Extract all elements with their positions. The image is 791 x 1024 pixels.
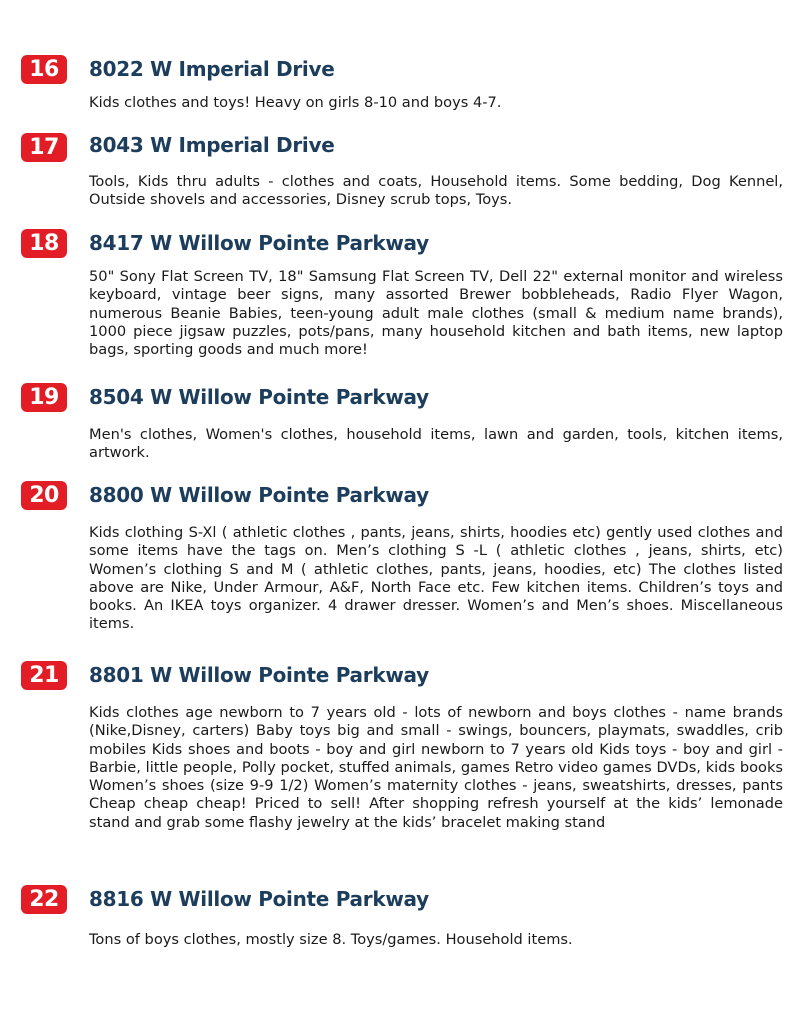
listing-description: Tons of boys clothes, mostly size 8. Toys/games. Household items.	[89, 931, 573, 948]
listing-number-badge: 21	[21, 661, 67, 690]
listing-description: Kids clothes age newborn to 7 years old - lots of newborn and boys clothes - name brands (Nike,Disney, carters) Baby toys big and small - swings, bouncers, playmats, swaddles, crib mobiles Kids shoes and boots - boy and girl newborn to 7 years old Kids toys - boy and girl - Barbie, little people, Polly pocket, stuffed animals, games Retro video games DVDs, kids books Women’s shoes (size 9-9 1/2) Women’s maternity clothes - jeans, sweatshirts, dresses, pants Cheap cheap cheap! Priced to sell! After shopping refresh yourself at the kids’ lemonade stand and grab some flashy jewelry at the kids’ bracelet making stand	[89, 704, 783, 831]
listing-number-badge: 19	[21, 383, 67, 412]
listing-address: 8816 W Willow Pointe Parkway	[89, 887, 429, 911]
listing-address: 8800 W Willow Pointe Parkway	[89, 483, 429, 507]
listing-address: 8022 W Imperial Drive	[89, 57, 335, 81]
listing-address: 8504 W Willow Pointe Parkway	[89, 385, 429, 409]
listing-description: Men's clothes, Women's clothes, household items, lawn and garden, tools, kitchen items, artwork.	[89, 426, 783, 462]
listing-address: 8043 W Imperial Drive	[89, 133, 335, 157]
listing-description: Kids clothes and toys! Heavy on girls 8-10 and boys 4-7.	[89, 94, 502, 111]
listing-address: 8801 W Willow Pointe Parkway	[89, 663, 429, 687]
listing-number-badge: 18	[21, 229, 67, 258]
listing-number-badge: 17	[21, 133, 67, 162]
listing-description: 50" Sony Flat Screen TV, 18" Samsung Flat Screen TV, Dell 22" external monitor and wireless keyboard, vintage beer signs, many assorted Brewer bobbleheads, Radio Flyer Wagon, numerous Beanie Babies, teen-young adult male clothes (small & medium name brands), 1000 piece jigsaw puzzles, pots/pans, many household kitchen and bath items, new laptop bags, sporting goods and much more!	[89, 268, 783, 359]
listing-address: 8417 W Willow Pointe Parkway	[89, 231, 429, 255]
listing-description: Tools, Kids thru adults - clothes and coats, Household items. Some bedding, Dog Kennel, Outside shovels and accessories, Disney scrub tops, Toys.	[89, 173, 783, 209]
listing-number-badge: 22	[21, 885, 67, 914]
listing-number-badge: 20	[21, 481, 67, 510]
listing-number-badge: 16	[21, 55, 67, 84]
listing-description: Kids clothing S-Xl ( athletic clothes , pants, jeans, shirts, hoodies etc) gently used clothes and some items have the tags on. Men’s clothing S -L ( athletic clothes , jeans, shirts, etc) Women’s clothing S and M ( athletic clothes, pants, jeans, hoodies, etc) The clothes listed above are Nike, Under Armour, A&F, North Face etc. Few kitchen items. Children’s toys and books. An IKEA toys organizer. 4 drawer dresser. Women’s and Men’s shoes. Miscellaneous items.	[89, 524, 783, 633]
